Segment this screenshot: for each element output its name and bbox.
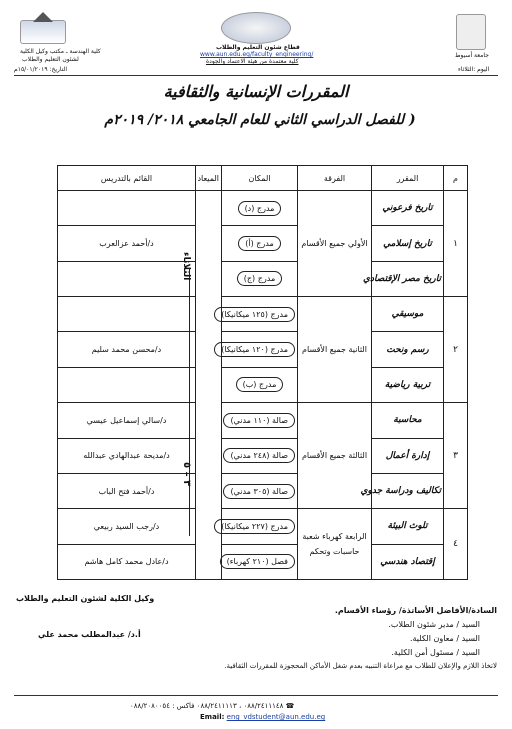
place-label: صالة (٣٠٥ مدني) — [223, 484, 295, 499]
signature-name: أ.د/ عبدالمطلب محمد علي — [38, 630, 141, 639]
footer-email-row — [200, 713, 325, 721]
header-date: التاريخ: ١٥/٠١/٢٠١٩م — [14, 66, 68, 73]
place-cell — [222, 403, 298, 438]
header-class: الفرقة — [298, 166, 372, 191]
group-number: ٤ — [444, 509, 468, 580]
place-label: صالة (١١٠ مدني) — [223, 413, 295, 428]
place-label: صالة (٢٤٨ مدني) — [223, 448, 295, 463]
lecturer-cell: د/رجب السيد ربيعي — [58, 509, 196, 544]
lecturer-cell — [58, 297, 196, 332]
header-center-line3: كلية معتمدة من هيئة الاعتماد والجودة — [206, 58, 299, 65]
time-bracket-line — [189, 268, 190, 536]
lecturer-cell: د/سالي إسماعيل عيسي — [58, 403, 196, 438]
table-row — [58, 367, 468, 402]
table-row — [58, 473, 468, 508]
table-row — [58, 261, 468, 296]
footer-divider — [14, 695, 498, 696]
place-label: مدرج (١٢٠ ميكانيكا) — [214, 342, 295, 357]
footer-recipient-2: السيد / مدير شئون الطلاب. — [388, 620, 480, 629]
group-number: ٣ — [444, 403, 468, 509]
table-header-row — [58, 166, 468, 191]
schedule-table — [57, 165, 468, 580]
time-vertical-label — [181, 252, 199, 552]
group-number: ٢ — [444, 297, 468, 403]
place-cell — [222, 544, 298, 579]
course-cell: تربية رياضية — [372, 367, 444, 402]
table-row — [58, 403, 468, 438]
lecturer-cell: د/أحمد عزالعرب — [58, 226, 196, 261]
course-cell: رسم ونحت — [372, 332, 444, 367]
course-cell: محاسبة — [372, 403, 444, 438]
class-cell: الأولي جميع الأقسام — [298, 191, 372, 297]
course-cell: إدارة أعمال — [372, 438, 444, 473]
course-cell: تاريخ مصر الإقتصادي — [372, 261, 444, 296]
place-label: مدرج (د) — [238, 201, 282, 216]
university-logo-icon — [456, 14, 486, 50]
email-label: Email: — [200, 713, 225, 721]
place-cell — [222, 367, 298, 402]
footer-recipient-3: السيد / معاون الكلية. — [409, 634, 480, 643]
place-cell — [222, 332, 298, 367]
table-row — [58, 438, 468, 473]
header-left-line2: لشئون التعليم والطلاب — [22, 56, 79, 63]
header-divider — [14, 75, 498, 76]
place-cell — [222, 509, 298, 544]
lecturer-cell: د/عادل محمد كامل هاشم — [58, 544, 196, 579]
class-cell: الثالثة جميع الأقسام — [298, 403, 372, 509]
table-row — [58, 297, 468, 332]
lecturer-cell: د/مديحة عبدالهادي عبدالله — [58, 438, 196, 473]
table-row — [58, 509, 468, 544]
table-row — [58, 544, 468, 579]
group-number: ١ — [444, 191, 468, 297]
course-cell: تلوث البيئة — [372, 509, 444, 544]
time-slot: ٣ – ٥ — [181, 462, 192, 487]
course-cell: تاريخ فرعوني — [372, 191, 444, 226]
place-cell — [222, 473, 298, 508]
place-label: مدرج (١٢٥ ميكانيكا) — [214, 307, 295, 322]
place-label: مدرج (ب) — [236, 377, 284, 392]
page-header — [0, 8, 512, 72]
header-place: المكان — [222, 166, 298, 191]
header-lecturer: القائم بالتدريس — [58, 166, 196, 191]
header-left-line1: كلية الهندسة ـ مكتب وكيل الكلية — [20, 48, 101, 55]
page-subtitle: للفصل الدراسي الثاني للعام الجامعي ٢٠١٨/ ٢٠١٩م ) — [104, 112, 416, 128]
place-label: فصل (٢١٠ كهرباء) — [220, 554, 295, 569]
table-row — [58, 226, 468, 261]
lecturer-cell — [58, 367, 196, 402]
header-time: الميعاد — [196, 166, 222, 191]
page-title: المقررات الإنسانية والثقافية — [163, 82, 349, 101]
header-university-name: جامعة أسيوط — [455, 52, 489, 59]
footer-recipients-heading: السادة/الأفاضل الأساتذة/ رؤساء الأقسام. — [334, 606, 497, 615]
place-cell — [222, 297, 298, 332]
lecturer-cell — [58, 191, 196, 226]
lecturer-cell: د/أحمد فتح الباب — [58, 473, 196, 508]
signature-title: وكيل الكلية لشئون التعليم والطلاب — [16, 594, 155, 603]
course-cell: تاريخ إسلامي — [372, 226, 444, 261]
class-line2: حاسبات وتحكم — [309, 547, 360, 557]
header-website-link[interactable]: www.aun.edu.eg/faculty_engineering/ — [200, 51, 314, 58]
course-cell: تكاليف ودراسة جدوي — [372, 473, 444, 508]
place-cell — [222, 438, 298, 473]
place-cell — [222, 261, 298, 296]
table-row — [58, 332, 468, 367]
email-link[interactable]: eng_vdstudent@aun.edu.eg — [226, 713, 326, 721]
place-label: مدرج (أ) — [238, 236, 281, 251]
lecturer-cell — [58, 261, 196, 296]
course-cell: إقتصاد هندسي — [372, 544, 444, 579]
class-cell — [298, 509, 372, 580]
course-cell: موسيقي — [372, 297, 444, 332]
time-day: الثلاثاء — [181, 252, 191, 281]
lecturer-cell: د/محسن محمد سليم — [58, 332, 196, 367]
place-label: مدرج (ج) — [237, 271, 282, 286]
footer-instruction: لاتخاذ اللازم والإعلان للطلاب مع مراعاة التنبيه بعدم شغل الأماكن المحجوزة للمقررات الثقافية. — [224, 662, 497, 670]
place-label: مدرج (٢٢٧ ميكانيكا) — [214, 519, 295, 534]
header-day: اليوم :الثلاثاء — [458, 66, 490, 73]
class-cell: الثانية جميع الأقسام — [298, 297, 372, 403]
engineering-logo-icon — [20, 20, 66, 44]
place-cell — [222, 226, 298, 261]
class-line1: الرابعة كهرباء شعبة — [302, 532, 367, 542]
place-cell — [222, 191, 298, 226]
header-num: م — [444, 166, 468, 191]
footer-contact: ☎ ٠٨٨/٢٤١١١٤٨ ، ٠٨٨/٢٤١١١١٣ فاكس : ٠٨٨/٢٠٨٠٠٥٤ — [130, 702, 295, 710]
table-row — [58, 191, 468, 226]
footer-recipient-4: السيد / مسئول أمن الكلية. — [391, 648, 480, 657]
header-center-line1: قطاع شئون التعليم والطلاب — [216, 44, 300, 51]
header-course: المقرر — [372, 166, 444, 191]
faculty-emblem-icon — [221, 12, 291, 44]
